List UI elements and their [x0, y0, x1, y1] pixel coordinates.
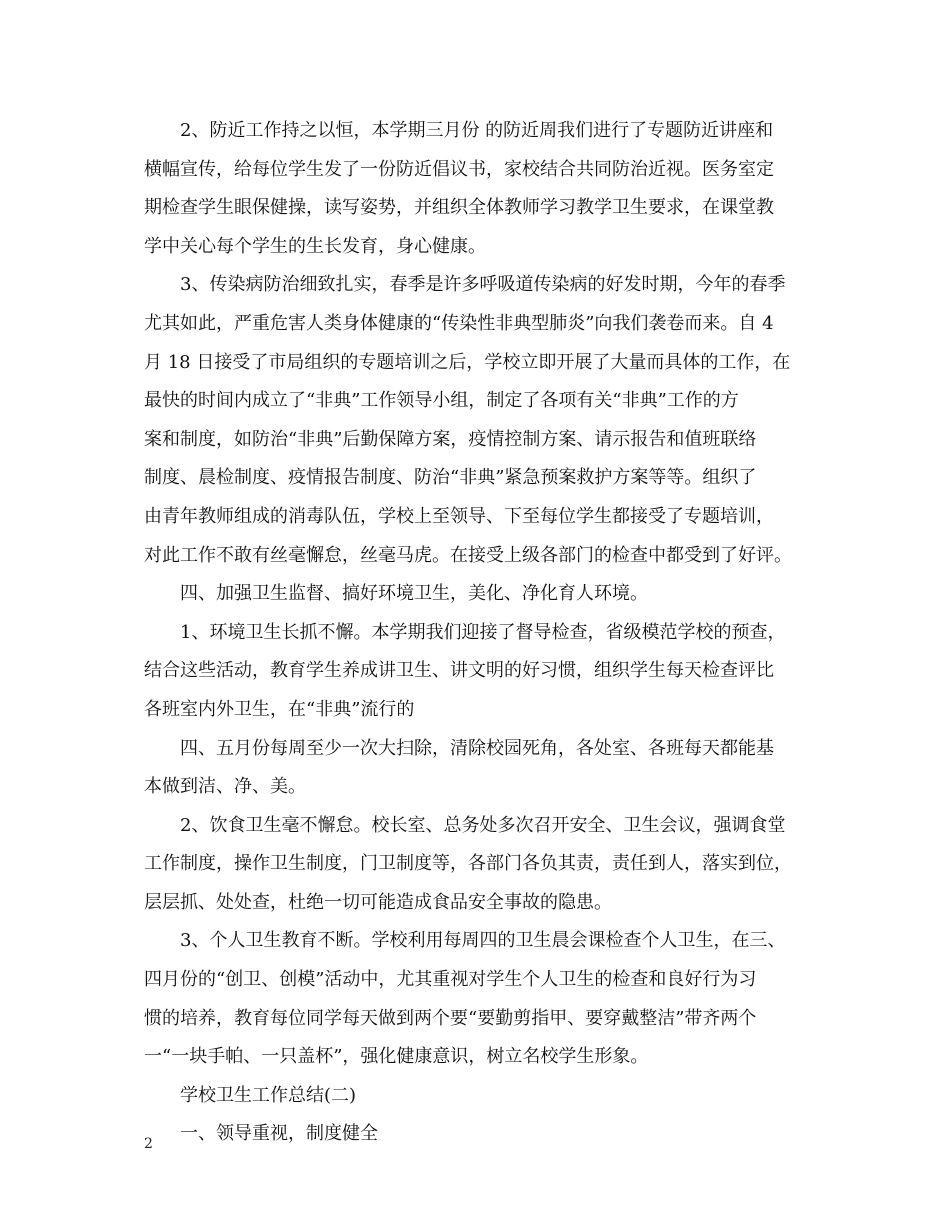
- text-line: 一“一块手帕、一只盖杯”，强化健康意识，树立名校学生形象。: [144, 1046, 649, 1068]
- text-line: 四、五月份每周至少一次大扫除，清除校园死角，各处室、各班每天都能基: [180, 737, 774, 759]
- text-line: 层层抓、处处查，杜绝一切可能造成食品安全事故的隐患。: [144, 891, 612, 913]
- text-line: 工作制度，操作卫生制度，门卫制度等，各部门各负其责，责任到人，落实到位，: [144, 853, 792, 875]
- text-line: 2、饮食卫生毫不懈怠。校长室、总务处多次召开安全、卫生会议，强调食堂: [180, 814, 786, 836]
- text-line: 制度、晨检制度、疫情报告制度、防治“非典”紧急预案救护方案等等。组织了: [144, 467, 757, 489]
- text-line: 1、环境卫生长抓不懈。本学期我们迎接了督导检查，省级模范学校的预查，: [180, 621, 786, 643]
- text-line: 四月份的“创卫、创模”活动中，尤其重视对学生个人卫生的检查和良好行为习: [144, 969, 757, 991]
- page-number: 2: [144, 1136, 153, 1152]
- text-line: 四、加强卫生监督、搞好环境卫生，美化、净化育人环境。: [180, 583, 648, 605]
- paragraph: [144, 112, 810, 266]
- text-line: 一、领导重视，制度健全: [180, 1123, 378, 1145]
- paragraph: [144, 1115, 810, 1154]
- paragraph: [144, 575, 810, 614]
- text-line: 2、防近工作持之以恒，本学期三月份 的防近周我们进行了专题防近讲座和: [180, 120, 774, 141]
- text-line: 横幅宣传，给每位学生发了一份防近倡议书，家校结合共同防治近视。医务室定: [144, 158, 774, 180]
- text-line: 对此工作不敢有丝毫懈怠，丝毫马虎。在接受上级各部门的检查中都受到了好评。: [144, 544, 792, 566]
- text-line: 结合这些活动，教育学生养成讲卫生、讲文明的好习惯，组织学生每天检查评比: [144, 660, 774, 682]
- text-line: 3、个人卫生教育不断。学校利用每周四的卫生晨会课检查个人卫生，在三、: [180, 930, 786, 952]
- text-line: 期检查学生眼保健操，读写姿势，并组织全体教师学习教学卫生要求，在课堂教: [144, 197, 774, 219]
- text-line: 案和制度，如防治“非典”后勤保障方案，疫情控制方案、请示报告和值班联络: [144, 428, 757, 450]
- paragraph: [144, 1077, 810, 1116]
- text-line: 月 18 日接受了市局组织的专题培训之后，学校立即开展了大量而具体的工作，在: [144, 351, 791, 373]
- text-line: 学中关心每个学生的生长发育，身心健康。: [144, 235, 486, 257]
- paragraph: [144, 730, 810, 807]
- document-body: [144, 112, 810, 1154]
- paragraph: [144, 922, 810, 1076]
- text-line: 各班室内外卫生，在“非典”流行的: [144, 698, 415, 720]
- text-line: 学校卫生工作总结(二): [180, 1084, 357, 1106]
- text-line: 最快的时间内成立了“非典”工作领导小组，制定了各项有关“非典”工作的方: [144, 390, 739, 412]
- text-line: 由青年教师组成的消毒队伍，学校上至领导、下至每位学生都接受了专题培训，: [144, 505, 774, 527]
- paragraph: [144, 266, 810, 575]
- text-line: 3、传染病防治细致扎实，春季是许多呼吸道传染病的好发时期，今年的春季: [180, 274, 786, 296]
- text-line: 尤其如此，严重危害人类身体健康的“传染性非典型肺炎”向我们袭卷而来。自 4: [144, 312, 774, 334]
- paragraph: [144, 614, 810, 730]
- paragraph: [144, 807, 810, 923]
- text-line: 惯的培养，教育每位同学每天做到两个要“要勤剪指甲、要穿戴整洁”带齐两个: [144, 1007, 757, 1029]
- text-line: 本做到洁、净、美。: [144, 776, 306, 798]
